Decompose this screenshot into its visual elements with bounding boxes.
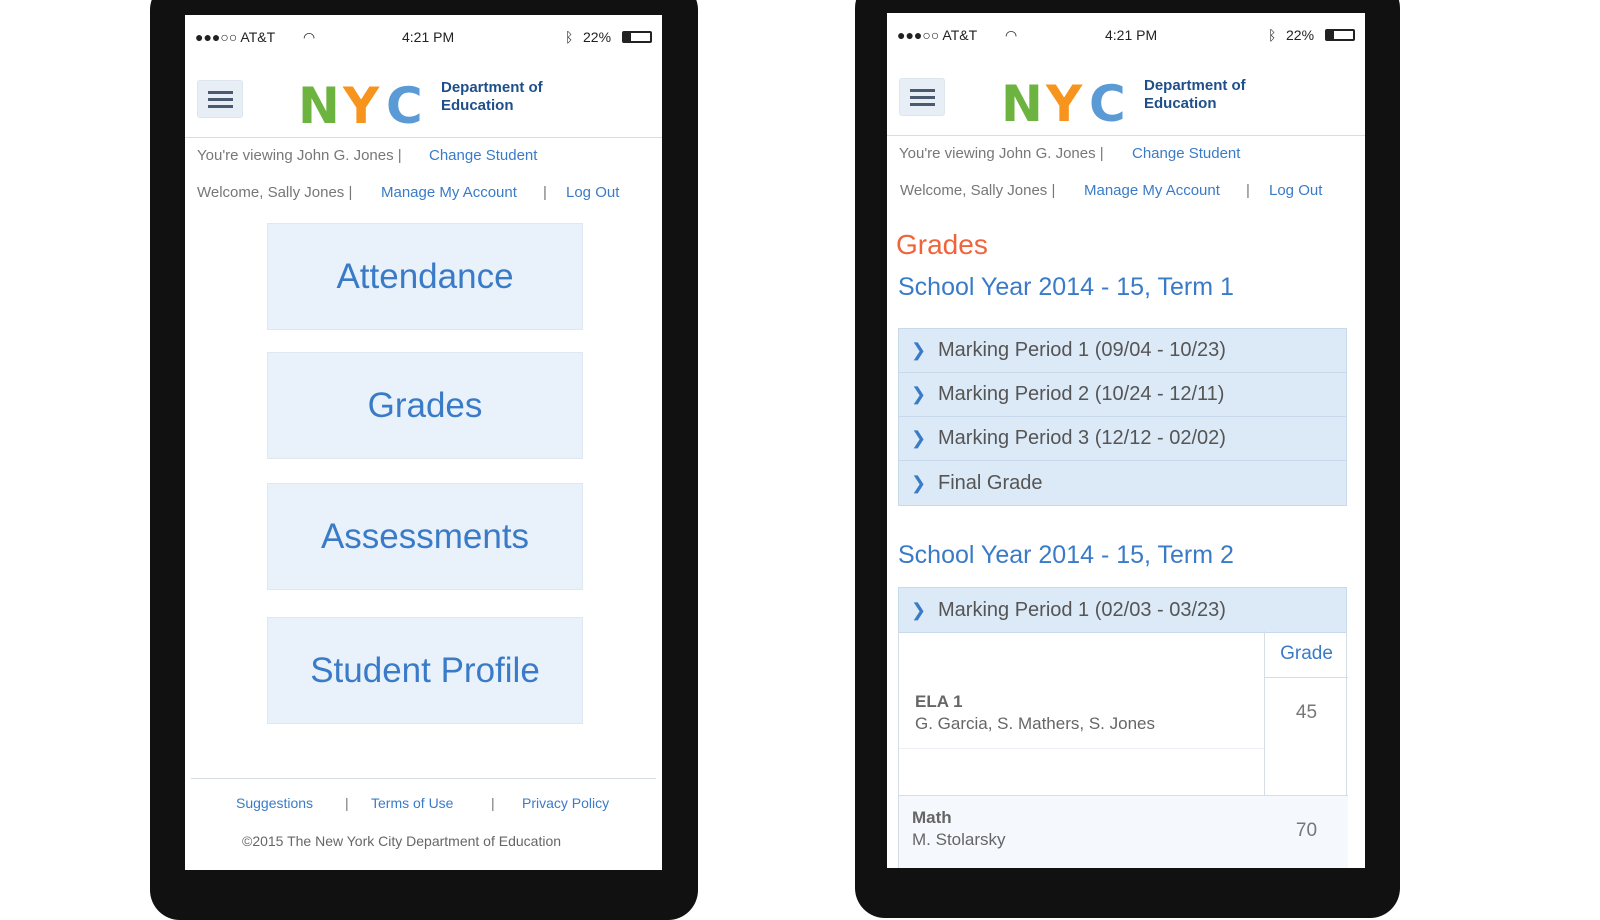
carrier: ●●●○○ AT&T (897, 27, 978, 43)
separator: | (345, 795, 349, 811)
nyc-doe-logo[interactable]: N Y C Department of Education (1001, 75, 1246, 133)
period-label: Marking Period 1 (09/04 - 10/23) (938, 339, 1226, 361)
separator: | (491, 795, 495, 811)
grade-value: 70 (1295, 820, 1318, 841)
grade-value: 45 (1295, 702, 1318, 723)
clock: 4:21 PM (1105, 27, 1158, 43)
chevron-right-icon: ❯ (910, 428, 927, 448)
period-label: Marking Period 3 (12/12 - 02/02) (938, 427, 1226, 449)
phone-home (150, 0, 698, 920)
suggestions-link[interactable]: Suggestions (236, 795, 314, 811)
grade-column-header: Grade (1265, 631, 1348, 678)
student-profile-tile[interactable]: Student Profile (267, 617, 583, 724)
menu-button[interactable] (899, 78, 945, 116)
chevron-right-icon: ❯ (910, 340, 927, 360)
teachers: G. Garcia, S. Mathers, S. Jones (915, 714, 1155, 733)
home-screen (185, 15, 662, 870)
table-row (899, 796, 1348, 868)
chevron-right-icon: ❯ (910, 472, 927, 493)
phone-grades (855, 0, 1400, 918)
battery-percent: 22% (1286, 27, 1315, 43)
menu-button[interactable] (197, 80, 243, 118)
battery-icon (622, 31, 652, 43)
wifi-icon: ◠ (303, 29, 316, 45)
separator: | (543, 184, 547, 201)
marking-period-row[interactable] (899, 417, 1346, 461)
period-label: Marking Period 1 (02/03 - 03/23) (938, 598, 1226, 621)
logout-link[interactable]: Log Out (566, 184, 620, 201)
final-grade-row[interactable] (899, 461, 1346, 505)
period-label: Marking Period 2 (10/24 - 12/11) (938, 383, 1225, 405)
change-student-link[interactable]: Change Student (1132, 145, 1241, 162)
term1-heading: School Year 2014 - 15, Term 1 (898, 273, 1234, 301)
divider (887, 135, 1365, 136)
footer-divider (191, 778, 656, 779)
terms-link[interactable]: Terms of Use (371, 795, 454, 811)
battery-percent: 22% (583, 29, 612, 45)
battery-icon (1325, 29, 1355, 41)
change-student-link[interactable]: Change Student (429, 147, 538, 164)
term1-accordion (898, 328, 1347, 506)
attendance-tile[interactable]: Attendance (267, 223, 583, 330)
nyc-doe-logo[interactable]: N Y C Department of Education (298, 77, 543, 135)
wifi-icon: ◠ (1005, 27, 1018, 43)
term2-heading: School Year 2014 - 15, Term 2 (898, 541, 1234, 569)
grades-screen (887, 13, 1365, 868)
grades-table (898, 631, 1347, 868)
chevron-right-icon: ❯ (910, 384, 927, 404)
assessments-tile[interactable]: Assessments (267, 483, 583, 590)
marking-period-row[interactable] (899, 588, 1346, 632)
grades-tile[interactable]: Grades (267, 352, 583, 459)
viewing-text: You're viewing John G. Jones | (899, 145, 1104, 162)
manage-account-link[interactable]: Manage My Account (381, 184, 517, 201)
viewing-text: You're viewing John G. Jones | (197, 147, 402, 164)
separator: | (1246, 182, 1250, 199)
manage-account-link[interactable]: Manage My Account (1084, 182, 1220, 199)
bluetooth-icon: ᛒ (1268, 27, 1277, 43)
clock: 4:21 PM (402, 29, 455, 45)
page-title: Grades (896, 229, 988, 260)
welcome-text: Welcome, Sally Jones | (900, 182, 1056, 199)
copyright: ©2015 The New York City Department of Education (242, 833, 562, 849)
bluetooth-icon: ᛒ (565, 29, 574, 45)
marking-period-row[interactable] (899, 373, 1346, 417)
teachers: M. Stolarsky (912, 830, 1006, 849)
course-name: ELA 1 (915, 692, 963, 711)
divider (185, 137, 662, 138)
period-label: Final Grade (938, 471, 1043, 494)
carrier: ●●●○○ AT&T (195, 29, 276, 45)
course-name: Math (912, 808, 952, 827)
table-row (899, 678, 1348, 748)
term2-accordion (898, 587, 1347, 633)
chevron-right-icon: ❯ (910, 599, 927, 620)
marking-period-row[interactable] (899, 329, 1346, 373)
welcome-text: Welcome, Sally Jones | (197, 184, 353, 201)
privacy-link[interactable]: Privacy Policy (522, 795, 610, 811)
logout-link[interactable]: Log Out (1269, 182, 1323, 199)
